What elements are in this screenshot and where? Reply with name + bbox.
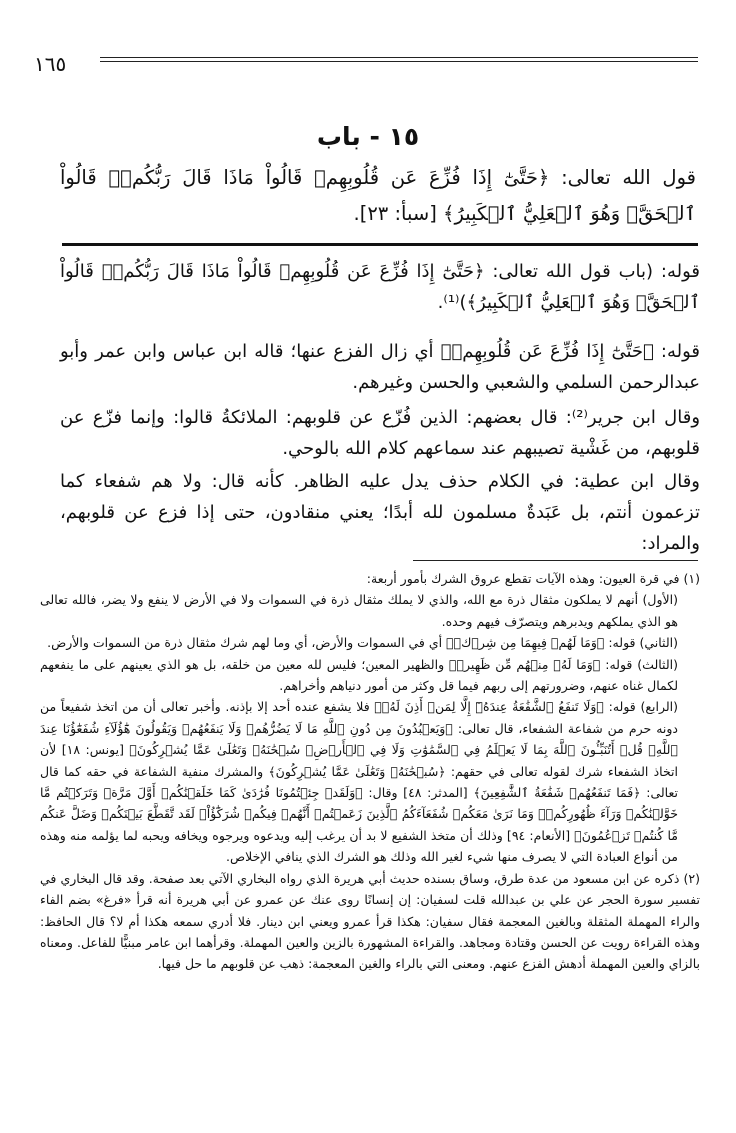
commentary-paragraph-3: وقال ابن جرير⁽²⁾: قال بعضهم: الذين فُزّع عن قلوبهم: الملائكةُ قالوا: وإنما فزّع عن قلوبهم، من غَشْية تصيبهم عند سماعهم كلام الله بالوحي. <box>60 407 701 459</box>
chapter-verse: قول الله تعالى: ﴿حَتَّىٰٓ إِذَا فُزِّعَ عَن قُلُوبِهِمۡ قَالُواْ مَاذَا قَالَ رَبُّكُمۡۖ قَالُواْ ٱلۡحَقَّۖ وَهُوَ ٱلۡعَلِيُّ ٱلۡكَبِيرُ﴾ [سبأ: ٢٣]. <box>60 166 696 225</box>
header-rule-top <box>100 57 698 58</box>
footnote-separator <box>413 560 698 561</box>
footnote-1-third: (الثالث) قوله: ﴿وَمَا لَهُۥ مِنۡهُم مِّن ظَهِيرٖ﴾ والظهير المعين؛ فليس لله معين من خلقه، بل هو الذي يعينهم على ما ينفعهم لكمال غناه عنهم، وضرورتهم إلى ربهم فيما قل وكثر من أمور دنياهم وأخراهم. <box>40 656 678 694</box>
header-rule-bottom <box>100 61 698 62</box>
chapter-title: ١٥ - باب <box>316 122 420 151</box>
footnote-1-second: (الثاني) قوله: ﴿وَمَا لَهُمۡ فِيهِمَا مِن شِرۡكٖ﴾ أي في السموات والأرض، أي وما لهم شرك مثقال ذرة من السموات والأرض. <box>47 635 678 651</box>
page-number: ١٦٥ <box>34 52 67 76</box>
commentary-paragraph-4: وقال ابن عطية: في الكلام حذف يدل عليه الظاهر. كأنه قال: ولا هم شفعاء كما تزعمون أنتم، بل عَبَدةٌ مسلمون لله أبدًا؛ يعني منقادون، حتى إذا فزع عن قلوبهم، والمراد: <box>60 471 700 554</box>
commentary-paragraph-1: قوله: (باب قول الله تعالى: ﴿حَتَّىٰٓ إِذَا فُزِّعَ عَن قُلُوبِهِمۡ قَالُواْ مَاذَا قَالَ رَبُّكُمۡۖ قَالُواْ ٱلۡحَقَّۖ وَهُوَ ٱلۡعَلِيُّ ٱلۡكَبِيرُ﴾)⁽¹⁾. <box>60 261 700 313</box>
commentary-paragraph-2: قوله: ﴿حَتَّىٰٓ إِذَا فُزِّعَ عَن قُلُوبِهِمۡ﴾ أي زال الفزع عنها؛ قاله ابن عباس وابن عمر وأبو عبدالرحمن السلمي والشعبي والحسن وغيرهم. <box>60 341 700 393</box>
footnote-1-first: (الأول) أنهم لا يملكون مثقال ذرة مع الله، والذي لا يملك مثقال ذرة في السموات ولا في الأرض لا ينفع ولا يضر، فالله تعالى هو الذي يملكهم ويدبرهم ويتصرّف فيهم وحده. <box>40 592 678 629</box>
footnote-1-fourth: (الرابع) قوله: ﴿وَلَا تَنفَعُ ٱلشَّفَٰعَةُ عِندَهُۥٓ إِلَّا لِمَنۡ أَذِنَ لَهُۥ﴾ فلا يشفع عنده أحد إلا بإذنه. وأخبر تعالى أن من اتخذ شفيعاً من دونه حرم من شفاعة الشفعاء، قال تعالى: ﴿وَيَعۡبُدُونَ مِن دُونِ ٱللَّهِ مَا لَا يَضُرُّهُمۡ وَلَا يَنفَعُهُمۡ وَيَقُولُونَ هَٰٓؤُلَآءِ شُفَعَٰٓؤُنَا عِندَ ٱللَّهِۚ قُلۡ أَتُنَبِّـُٔونَ ٱللَّهَ بِمَا لَا يَعۡلَمُ فِي ٱلسَّمَٰوَٰتِ وَلَا فِي ٱلۡأَرۡضِۚ سُبۡحَٰنَهُۥ وَتَعَٰلَىٰ عَمَّا يُشۡرِكُونَ﴾ [يونس: ١٨] لأن اتخاذ الشفعاء شرك لقوله تعالى في حقهم: ﴿سُبۡحَٰنَهُۥ وَتَعَٰلَىٰ عَمَّا يُشۡرِكُونَ﴾ والمشرك منفية الشفاعة في حقه كما قال تعالى: ﴿فَمَا تَنفَعُهُمۡ شَفَٰعَةُ ٱلشَّٰفِعِينَ﴾ [المدثر: ٤٨] وقال: ﴿وَلَقَدۡ جِئۡتُمُونَا فُرَٰدَىٰ كَمَا خَلَقۡنَٰكُمۡ أَوَّلَ مَرَّةٖ وَتَرَكۡتُم مَّا خَوَّلۡنَٰكُمۡ وَرَآءَ ظُهُورِكُمۡۖ وَمَا نَرَىٰ مَعَكُمۡ شُفَعَآءَكُمُ ٱلَّذِينَ زَعَمۡتُمۡ أَنَّهُمۡ فِيكُمۡ شُرَكَٰٓؤُاْۚ لَقَد تَّقَطَّعَ بَيۡنَكُمۡ وَضَلَّ عَنكُم مَّا كُنتُمۡ تَزۡعُمُونَ﴾ [الأنعام: ٩٤] وذلك أن متخذ الشفيع لا بد أن يرغب إليه ويدعوه ويرجوه ويخافه ويحبه لما يؤلمه منه وهذه من أنواع العبادة التي لا يصرف منها شيء لغير الله وذلك هو الشرك الذي ينافي الإخلاص. <box>40 699 678 865</box>
footnotes <box>40 568 700 975</box>
footnote-2: (٢) ذكره عن ابن مسعود من عدة طرق، وساق بسنده حديث أبي هريرة الذي رواه البخاري الآتي بعد صفحة. وقد قال البخاري في تفسير سورة الحجر عن علي بن عبدالله قلت لسفيان: إن إنسانًا روى عنك عن عمرو عن أبي هريرة أنه قرأ «فرغ» بضم الفاء والراء المهملة المثقلة وبالغين المعجمة فقال سفيان: هكذا قرأ عمرو ويعني ابن دينار. فلا أدري سمعه هكذا أم لا؟ قال الحافظ: وهذه القراءة رويت عن الحسن وقتادة ومجاهد. والقراءة المشهورة بالزين والعين المهملة. وقرأهما ابن عامر مبنيًّا للفاعل. ومعناه بالزاي والعين المهملة أدهش الفزع عنهم. ومعنى التي بالراء والغين المعجمة: ذهب عن قلوبهم ما حل فيها. <box>40 870 700 972</box>
footnote-1-intro: (١) في قرة العيون: وهذه الآيات تقطع عروق الشرك بأمور أربعة: <box>366 571 700 586</box>
section-divider <box>62 243 698 246</box>
